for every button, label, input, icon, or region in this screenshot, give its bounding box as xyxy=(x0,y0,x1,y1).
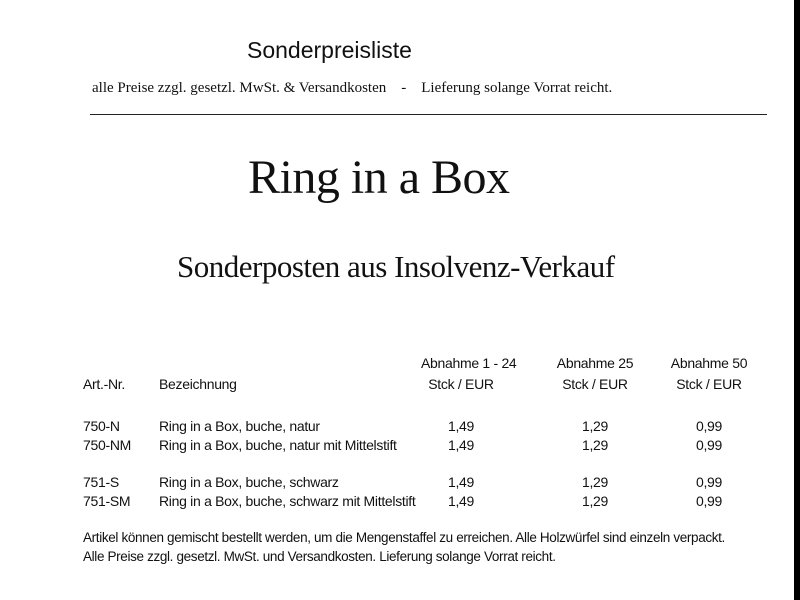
header-subtitle: alle Preise zzgl. gesetzl. MwSt. & Versandkosten - Lieferung solange Vorrat reicht. xyxy=(92,80,613,96)
page-subtitle: Sonderposten aus Insolvenz-Verkauf xyxy=(177,249,615,284)
row-price-tier1: 1,49 xyxy=(447,474,475,490)
row-price-tier3: 0,99 xyxy=(695,474,723,490)
row-art-nr: 751-SM xyxy=(83,493,131,509)
right-border xyxy=(794,0,800,600)
header-title: Sonderpreisliste xyxy=(247,37,412,63)
row-price-tier1: 1,49 xyxy=(447,493,475,509)
header-tier3-quantity: Abnahme 50 xyxy=(670,355,748,371)
row-art-nr: 750-NM xyxy=(83,437,131,453)
row-price-tier3: 0,99 xyxy=(695,437,723,453)
row-price-tier1: 1,49 xyxy=(447,437,475,453)
row-description: Ring in a Box, buche, natur mit Mittelstift xyxy=(159,437,397,453)
row-price-tier3: 0,99 xyxy=(695,418,723,434)
row-description: Ring in a Box, buche, schwarz xyxy=(159,474,339,490)
row-description: Ring in a Box, buche, natur xyxy=(159,418,320,434)
header-divider xyxy=(90,114,767,115)
row-price-tier2: 1,29 xyxy=(581,474,609,490)
header-art-nr: Art.-Nr. xyxy=(83,376,125,392)
row-price-tier2: 1,29 xyxy=(581,437,609,453)
header-bezeichnung: Bezeichnung xyxy=(159,376,237,392)
header-tier2-quantity: Abnahme 25 xyxy=(556,355,634,371)
header-tier2-unit: Stck / EUR xyxy=(562,376,628,392)
footnote-prices: Alle Preise zzgl. gesetzl. MwSt. und Versandkosten. Lieferung solange Vorrat reicht. xyxy=(83,549,556,564)
row-price-tier2: 1,29 xyxy=(581,418,609,434)
header-tier1-unit: Stck / EUR xyxy=(428,376,494,392)
row-art-nr: 750-N xyxy=(83,418,120,434)
header-tier3-unit: Stck / EUR xyxy=(676,376,742,392)
row-price-tier3: 0,99 xyxy=(695,493,723,509)
row-art-nr: 751-S xyxy=(83,474,119,490)
footnote-mixed-order: Artikel können gemischt bestellt werden, um die Mengenstaffel zu erreichen. Alle Holzwürfel sind einzeln verpackt. xyxy=(83,530,725,545)
row-price-tier2: 1,29 xyxy=(581,493,609,509)
page-title: Ring in a Box xyxy=(248,151,510,204)
row-price-tier1: 1,49 xyxy=(447,418,475,434)
header-tier1-quantity: Abnahme 1 - 24 xyxy=(421,355,517,371)
row-description: Ring in a Box, buche, schwarz mit Mittelstift xyxy=(159,493,416,509)
